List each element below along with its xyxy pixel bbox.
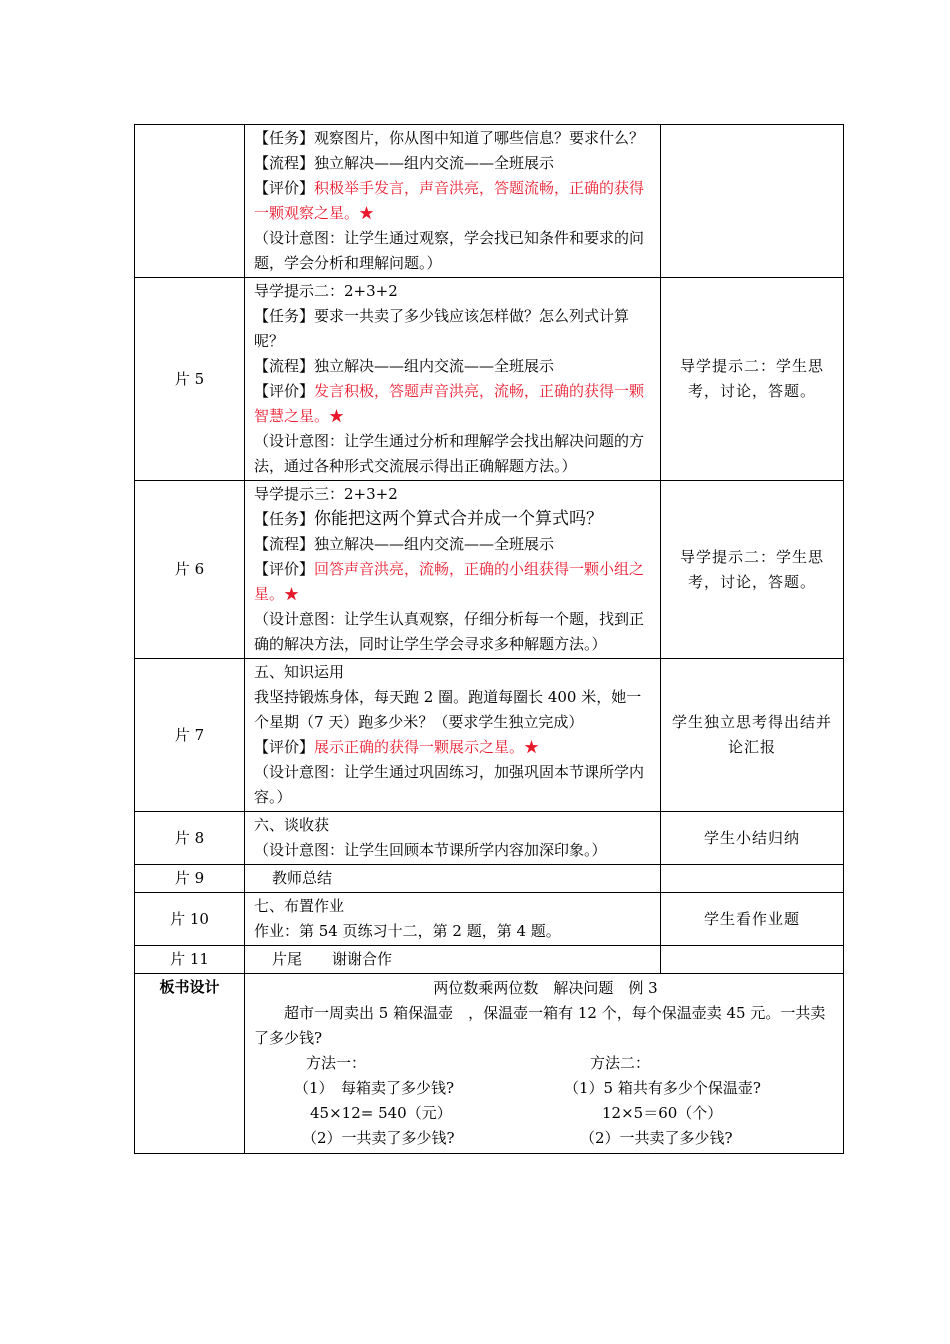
content-line	[254, 126, 654, 151]
lesson-plan-table	[134, 124, 844, 1154]
content-line	[254, 660, 654, 685]
slide-label: 片 9	[135, 865, 245, 893]
content-text: 我坚持锻炼身体，每天跑 2 圈。跑道每圈长 400 米，她一个星期（7 天）跑多少米？（要求学生独立完成）	[254, 688, 642, 731]
board-problem: 超市一周卖出 5 箱保温壶 ，保温壶一箱有 12 个，每个保温壶卖 45 元。一共卖了多少钱?	[254, 1004, 826, 1047]
content-line	[254, 557, 654, 607]
content-line	[254, 947, 654, 972]
content-text: （设计意图：让学生通过分析和理解学会找出解决问题的方法，通过各种形式交流展示得出正确解题方法。）	[254, 432, 645, 475]
content-line	[254, 507, 654, 532]
method2-title: 方法二：	[590, 1054, 651, 1072]
content-line	[254, 760, 654, 810]
activity-content	[245, 659, 661, 812]
content-text: 【流程】独立解决——组内交流——全班展示	[254, 154, 555, 172]
slide-label: 片 10	[135, 893, 245, 946]
content-text: （设计意图：让学生回顾本节课所学内容加深印象。）	[254, 841, 607, 859]
lesson-row	[135, 481, 844, 659]
method1-q1: （1） 每箱卖了多少钱?	[294, 1079, 455, 1097]
evaluation-text: 展示正确的获得一颗展示之星。★	[314, 738, 540, 756]
student-activity	[661, 865, 844, 893]
lesson-row	[135, 865, 844, 893]
slide-label: 片 7	[135, 659, 245, 812]
content-text: 六、谈收获	[254, 816, 330, 834]
activity-content	[245, 278, 661, 481]
content-line	[254, 279, 654, 304]
content-line	[254, 354, 654, 379]
lesson-row	[135, 812, 844, 865]
method1-title: 方法一：	[306, 1054, 367, 1072]
content-line	[254, 607, 654, 657]
content-text: （设计意图：让学生认真观察，仔细分析每一个题，找到正确的解决方法，同时让学生学会寻求多种解题方法。）	[254, 610, 645, 653]
content-text: 教师总结	[272, 869, 333, 887]
method1-q2: （2）一共卖了多少钱?	[302, 1129, 455, 1147]
content-text: （设计意图：让学生通过巩固练习，加强巩固本节课所学内容。）	[254, 763, 645, 806]
content-text: 导学提示三：2+3+2	[254, 485, 398, 503]
content-line	[254, 735, 654, 760]
evaluation-text: 回答声音洪亮，流畅，正确的小组获得一颗小组之星。★	[254, 560, 645, 603]
content-prefix: 【评价】	[254, 179, 315, 197]
board-design-content	[245, 974, 844, 1154]
evaluation-text: 发言积极，答题声音洪亮，流畅，正确的获得一颗智慧之星。★	[254, 382, 645, 425]
content-line	[254, 379, 654, 429]
slide-label: 片 8	[135, 812, 245, 865]
content-line	[254, 226, 654, 276]
content-line	[254, 429, 654, 479]
content-text: 七、布置作业	[254, 897, 345, 915]
student-activity	[661, 125, 844, 278]
student-activity: 学生小结归纳	[661, 812, 844, 865]
lesson-row	[135, 946, 844, 974]
lesson-row	[135, 125, 844, 278]
evaluation-text: 积极举手发言，声音洪亮，答题流畅，正确的获得一颗观察之星。★	[254, 179, 645, 222]
content-text: 导学提示二：2+3+2	[254, 282, 398, 300]
activity-content	[245, 893, 661, 946]
lesson-row	[135, 659, 844, 812]
content-text: 【流程】独立解决——组内交流——全班展示	[254, 535, 555, 553]
content-line	[254, 532, 654, 557]
content-line	[254, 866, 654, 891]
student-activity: 学生独立思考得出结并论汇报	[661, 659, 844, 812]
activity-content	[245, 125, 661, 278]
content-prefix: 【任务】	[254, 510, 315, 528]
method1-eq1: 45×12= 540（元）	[310, 1104, 452, 1122]
method2-q1: （1）5 箱共有多少个保温壶?	[564, 1079, 761, 1097]
board-design-label: 板书设计	[135, 974, 245, 1154]
content-prefix: 【评价】	[254, 738, 315, 756]
slide-label: 片 6	[135, 481, 245, 659]
content-text: （设计意图：让学生通过观察，学会找已知条件和要求的问题，学会分析和理解问题。）	[254, 229, 645, 272]
content-text: 【任务】要求一共卖了多少钱应该怎样做？怎么列式计算呢？	[254, 307, 630, 350]
slide-label: 片 11	[135, 946, 245, 974]
content-line	[254, 919, 654, 944]
lesson-row	[135, 893, 844, 946]
activity-content	[245, 812, 661, 865]
content-line	[254, 151, 654, 176]
slide-label: 片 5	[135, 278, 245, 481]
content-line	[254, 838, 654, 863]
content-text: 作业：第 54 页练习十二，第 2 题，第 4 题。	[254, 922, 561, 940]
student-activity: 学生看作业题	[661, 893, 844, 946]
method2-q2: （2）一共卖了多少钱?	[580, 1129, 733, 1147]
content-text: 五、知识运用	[254, 663, 345, 681]
content-line	[254, 685, 654, 735]
activity-content	[245, 946, 661, 974]
student-activity: 导学提示二：学生思考，讨论，答题。	[661, 278, 844, 481]
content-text: 【任务】观察图片，你从图中知道了哪些信息？要求什么？	[254, 129, 645, 147]
activity-content	[245, 481, 661, 659]
method2-eq1: 12×5＝60（个）	[602, 1104, 723, 1122]
board-title: 两位数乘两位数 解决问题 例 3	[433, 979, 658, 997]
content-text: 片尾 谢谢合作	[272, 950, 393, 968]
activity-content	[245, 865, 661, 893]
content-line	[254, 176, 654, 226]
content-line	[254, 304, 654, 354]
student-activity: 导学提示二：学生思考，讨论，答题。	[661, 481, 844, 659]
student-activity	[661, 946, 844, 974]
content-text: 【流程】独立解决——组内交流——全班展示	[254, 357, 555, 375]
content-line	[254, 894, 654, 919]
content-line	[254, 482, 654, 507]
content-prefix: 【评价】	[254, 560, 315, 578]
lesson-row	[135, 278, 844, 481]
board-design-row	[135, 974, 844, 1154]
content-prefix: 【评价】	[254, 382, 315, 400]
slide-label	[135, 125, 245, 278]
content-text: 你能把这两个算式合并成一个算式吗？	[314, 509, 604, 529]
content-line	[254, 813, 654, 838]
